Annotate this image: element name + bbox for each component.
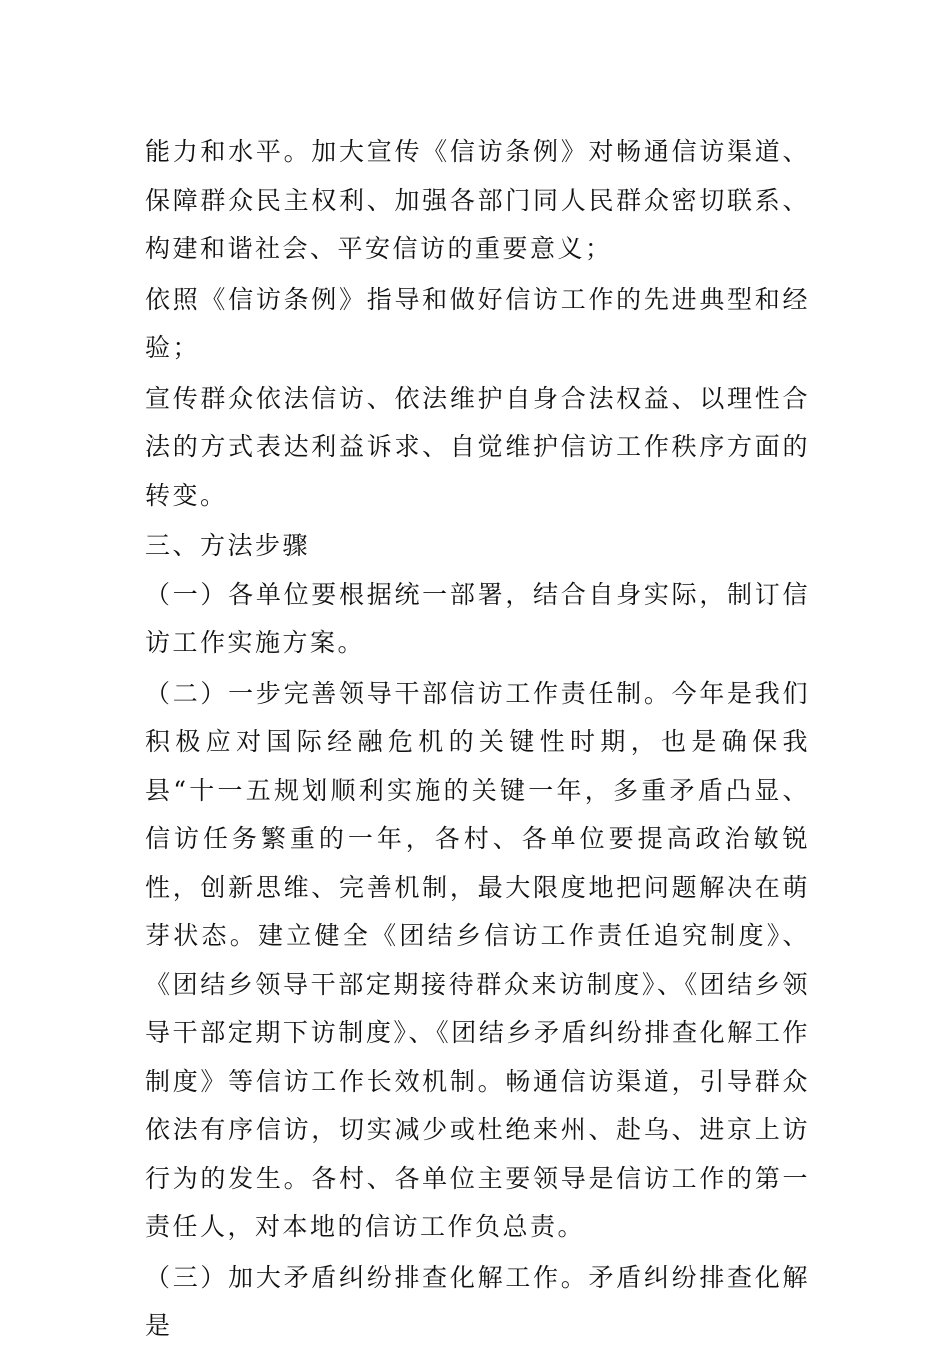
- paragraph-step-two: （二）一步完善领导干部信访工作责任制。今年是我们积极应对国际经融危机的关键性时期，也是确保我县“十一五规划顺利实施的关键一年，多重矛盾凸显、信访任务繁重的一年，各村、各单位要提高政治敏锐性，创新思维、完善机制，最大限度地把问题解决在萌芽状态。建立健全《团结乡信访工作责任追究制度》、《团结乡领导干部定期接待群众来访制度》、《团结乡领导干部定期下访制度》、《团结乡矛盾纠纷排查化解工作制度》等信访工作长效机制。畅通信访渠道，引导群众依法有序信访，切实减少或杜绝来州、赴乌、进京上访行为的发生。各村、各单位主要领导是信访工作的第一责任人，对本地的信访工作负总责。: [145, 678, 810, 1241]
- paragraph-lawful-petition: 宣传群众依法信访、依法维护自身合法权益、以理性合法的方式表达利益诉求、自觉维护信访工作秩序方面的转变。: [145, 383, 810, 510]
- paragraph-step-one: （一）各单位要根据统一部署，结合自身实际，制订信访工作实施方案。: [145, 579, 810, 657]
- paragraph-publicity-significance: 能力和水平。加大宣传《信访条例》对畅通信访渠道、保障群众民主权利、加强各部门同人民群众密切联系、构建和谐社会、平安信访的重要意义；: [145, 137, 810, 263]
- paragraph-typical-experience: 依照《信访条例》指导和做好信访工作的先进典型和经验；: [145, 284, 810, 362]
- paragraph-step-three: （三）加大矛盾纠纷排查化解工作。矛盾纠纷排查化解是: [145, 1262, 810, 1340]
- document-body: [145, 128, 810, 1353]
- section-heading-methods: 三、方法步骤: [145, 531, 311, 560]
